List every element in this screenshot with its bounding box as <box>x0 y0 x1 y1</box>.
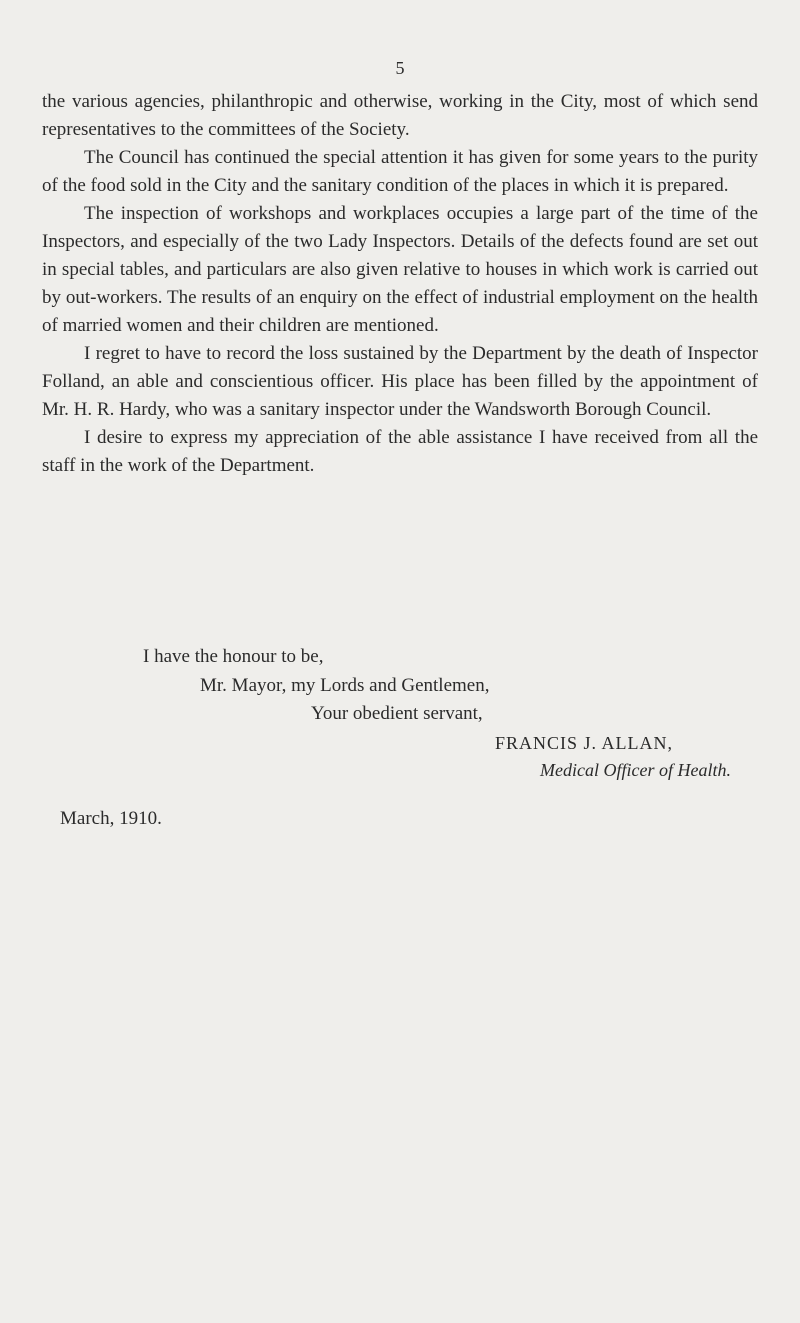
closing-line-honour: I have the honour to be, <box>143 646 324 667</box>
paragraph-food-purity: The Council has continued the special attention it has given for some years to the purity of the food sold in the City and the sanitary condition of the places in which it is prepared. <box>42 147 758 196</box>
signatory-name: FRANCIS J. ALLAN, <box>495 733 674 753</box>
closing-line-salutation: Mr. Mayor, my Lords and Gentlemen, <box>200 675 490 696</box>
paragraph-continuation: the various agencies, philanthropic and otherwise, working in the City, most of which send representatives to the committees of the Society. <box>42 91 758 140</box>
letter-body <box>42 88 758 480</box>
signatory-title: Medical Officer of Health. <box>540 760 731 780</box>
paragraph-appreciation: I desire to express my appreciation of the able assistance I have received from all the staff in the work of the Department. <box>42 427 758 476</box>
closing-line-servant: Your obedient servant, <box>311 703 483 724</box>
paragraph-workshop-inspection: The inspection of workshops and workplaces occupies a large part of the time of the Inspectors, and especially of the two Lady Inspectors. Details of the defects found are set out in special tables, and particulars are also given relative to houses in which work is carried out by out-workers. The results of an enquiry on the effect of industrial employment on the health of married women and their children are mentioned. <box>42 203 758 336</box>
paragraph-inspector-loss: I regret to have to record the loss sustained by the Department by the death of Inspector Folland, an able and conscientious officer. His place has been filled by the appointment of Mr. H. R. Hardy, who was a sanitary inspector under the Wandsworth Borough Council. <box>42 343 758 420</box>
letter-date: March, 1910. <box>60 808 162 829</box>
page-number: 5 <box>395 58 405 78</box>
